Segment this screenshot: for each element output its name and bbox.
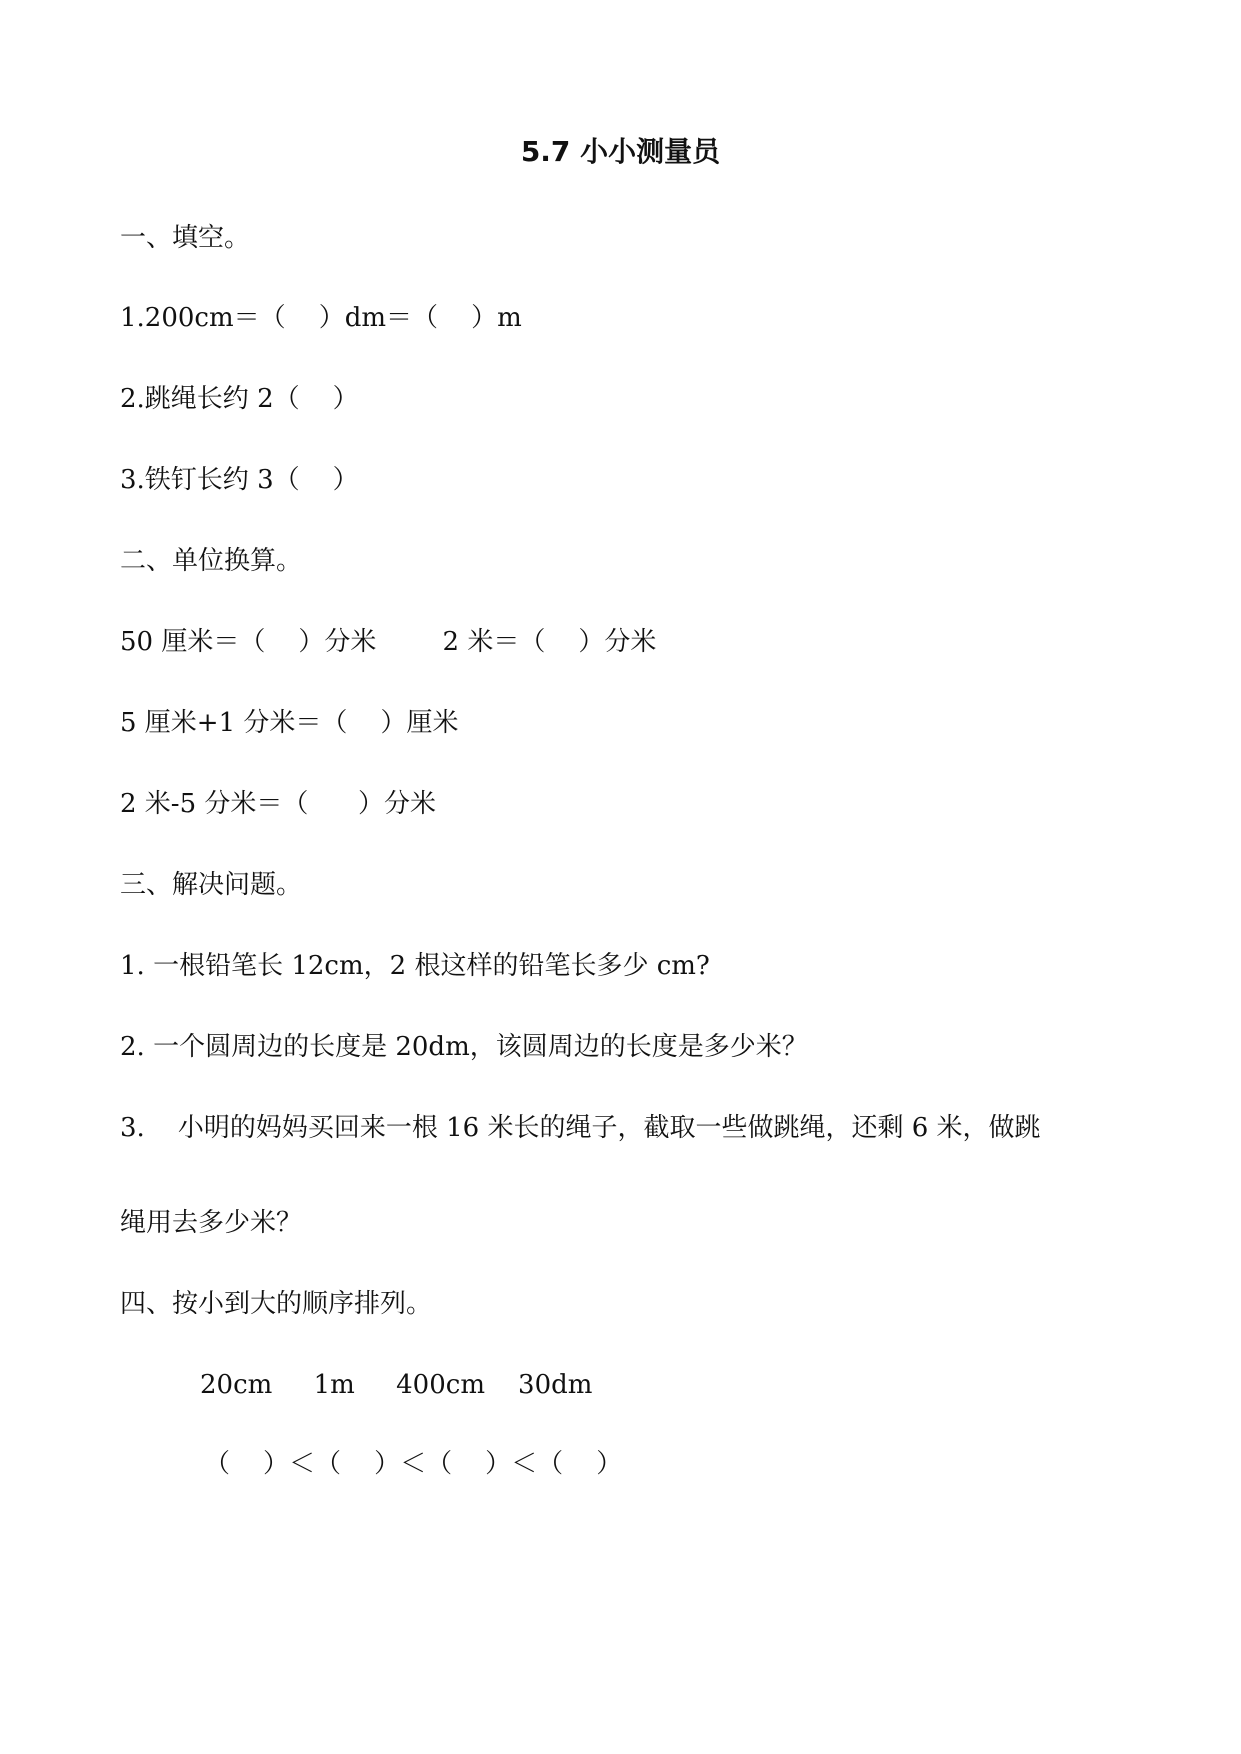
- question-line: 1.200cm＝（ ）dm＝（ ）m: [120, 303, 522, 333]
- section-heading-unit-conversion: 二、单位换算。: [120, 546, 303, 576]
- question-line: 2 米-5 分米＝（ ）分米: [120, 789, 436, 819]
- question-line: 3. 小明的妈妈买回来一根 16 米长的绳子，截取一些做跳绳，还剩 6 米，做跳: [120, 1113, 1041, 1143]
- question-line: 50 厘米＝（ ）分米 2 米＝（ ）分米: [120, 627, 657, 657]
- section-heading-problem-solving: 三、解决问题。: [120, 870, 303, 900]
- question-line-continued: 绳用去多少米？: [120, 1208, 303, 1238]
- section-heading-fill-blank: 一、填空。: [120, 223, 251, 253]
- question-line: 2. 一个圆周边的长度是 20dm，该圆周边的长度是多少米？: [120, 1032, 808, 1062]
- page-title: 5.7 小小测量员: [520, 135, 721, 168]
- ordering-blanks: （ ）＜（ ）＜（ ）＜（ ）: [204, 1449, 623, 1479]
- question-line: 2.跳绳长约 2（ ）: [120, 384, 359, 414]
- question-line: 1. 一根铅笔长 12cm，2 根这样的铅笔长多少 cm?: [120, 951, 710, 981]
- question-line: 5 厘米+1 分米＝（ ）厘米: [120, 708, 459, 738]
- question-line: 3.铁钉长约 3（ ）: [120, 465, 359, 495]
- values-to-order: 20cm 1m 400cm 30dm: [200, 1370, 593, 1400]
- section-heading-ordering: 四、按小到大的顺序排列。: [120, 1289, 433, 1319]
